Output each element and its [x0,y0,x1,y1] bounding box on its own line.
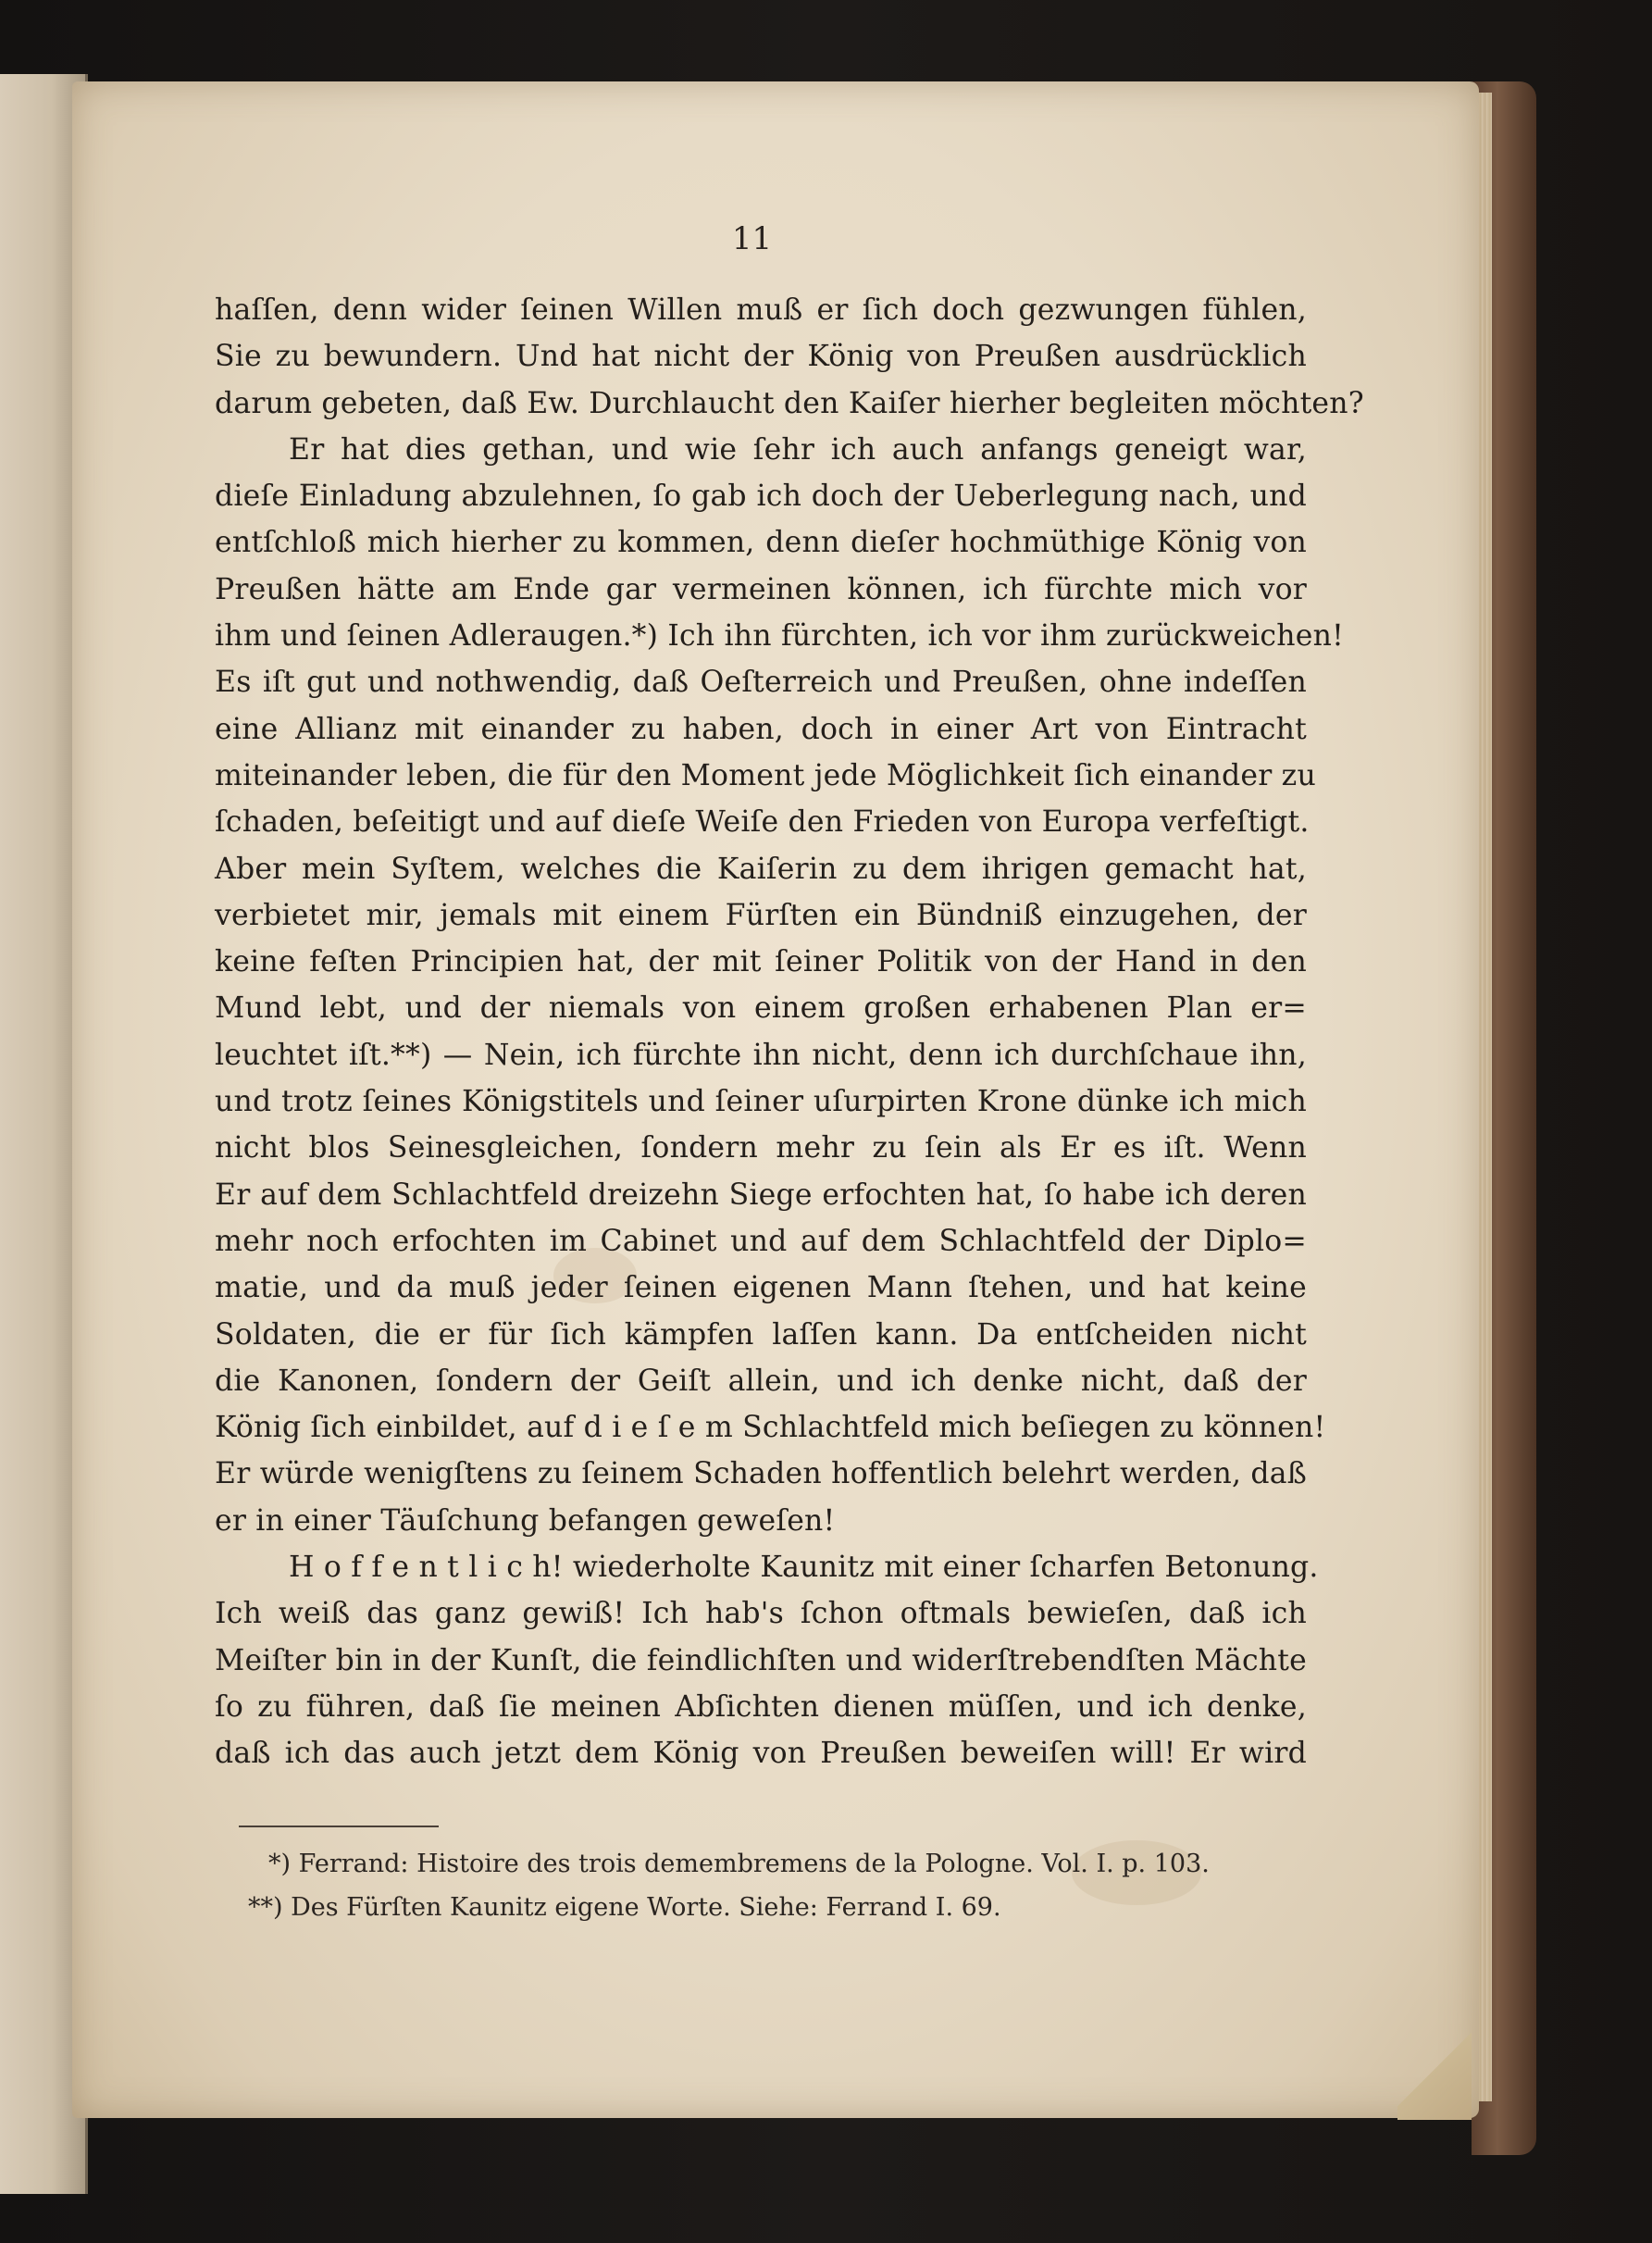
text-line: ſo zu führen, daß ſie meinen Abſichten dienen müſſen, und ich denke, [215,1689,1307,1724]
text-line: leuchtet iſt.**) — Nein, ich fürchte ihn nicht, denn ich durchſchaue ihn, [215,1038,1307,1072]
footnote: **) Des Fürſten Kaunitz eigene Worte. Siehe: Ferrand I. 69. [248,1893,1001,1922]
text-line: ſchaden, beſeitigt und auf dieſe Weiſe den Frieden von Europa verfeſtigt. [215,805,1310,840]
text-line: entſchloß mich hierher zu kommen, denn dieſer hochmüthige König von [215,526,1307,560]
text-line: Meiſter bin in der Kunſt, die feindlichſten und widerſtrebendſten Mächte [215,1643,1307,1677]
text-line: Er hat dies gethan, und wie ſehr ich auch anfangs geneigt war, [289,432,1307,467]
text-line: keine feſten Principien hat, der mit ſeiner Politik von der Hand in den [215,945,1307,979]
text-line: mehr noch erfochten im Cabinet und auf dem Schlachtfeld der Diplo= [215,1224,1307,1258]
footnotes [248,1842,1333,1929]
text-line: dieſe Einladung abzulehnen, ſo gab ich doch der Ueberlegung nach, und [215,480,1307,514]
text-line: er in einer Täuſchung befangen geweſen! [215,1503,836,1538]
body-text [215,287,1364,1777]
text-line: Sie zu bewundern. Und hat nicht der König von Preußen ausdrücklich [215,340,1307,374]
footnote-rule [239,1826,439,1827]
text-line: miteinander leben, die für den Moment jede Möglichkeit ſich einander zu [215,758,1316,792]
text-line: die Kanonen, ſondern der Geiſt allein, und ich denke nicht, daß der [215,1364,1307,1398]
text-line: verbietet mir, jemals mit einem Fürſten ein Bündniß einzugehen, der [215,898,1307,932]
text-line: Ich weiß das ganz gewiß! Ich hab's ſchon oftmals bewieſen, daß ich [215,1597,1307,1631]
text-line: Er auf dem Schlachtfeld dreizehn Siege erfochten hat, ſo habe ich deren [215,1178,1307,1212]
text-line: matie, und da muß jeder ſeinen eigenen Mann ſtehen, und hat keine [215,1271,1307,1305]
text-line: Soldaten, die er für ſich kämpfen laſſen kann. Da entſcheiden nicht [215,1317,1307,1352]
text-line: Es iſt gut und nothwendig, daß Oeſterreich und Preußen, ohne indeſſen [215,666,1307,700]
text-line: eine Allianz mit einander zu haben, doch in einer Art von Eintracht [215,712,1307,746]
text-line: Aber mein Syſtem, welches die Kaiſerin zu dem ihrigen gemacht hat, [215,852,1307,886]
text-line: König ſich einbildet, auf d i e ſ e m Schlachtfeld mich beſiegen zu können! [215,1411,1326,1445]
text-line: ihm und ſeinen Adleraugen.*) Ich ihn fürchten, ich vor ihm zurückweichen! [215,619,1344,654]
text-line: Preußen hätte am Ende gar vermeinen können, ich fürchte mich vor [215,572,1307,606]
text-line: Er würde wenigſtens zu ſeinem Schaden hoffentlich belehrt werden, daß [215,1457,1307,1491]
footnote: *) Ferrand: Histoire des trois demembremens de la Pologne. Vol. I. p. 103. [268,1850,1210,1878]
text-line: haſſen, denn wider ſeinen Willen muß er ſich doch gezwungen fühlen, [215,293,1307,327]
page-corner-wear [1397,2018,1472,2120]
text-line: darum gebeten, daß Ew. Durchlaucht den Kaiſer hierher begleiten möchten? [215,386,1364,420]
page-number: 11 [731,220,773,257]
text-line: und trotz ſeines Königstitels und ſeiner uſurpirten Krone dünke ich mich [215,1085,1307,1119]
text-line: Mund lebt, und der niemals von einem großen erhabenen Plan er= [215,991,1307,1026]
text-line: H o f f e n t l i c h! wiederholte Kaunitz mit einer ſcharfen Betonung. [289,1551,1319,1585]
text-line: nicht blos Seinesgleichen, ſondern mehr zu ſein als Er es iſt. Wenn [215,1131,1307,1165]
text-line: daß ich das auch jetzt dem König von Preußen beweiſen will! Er wird [215,1737,1307,1771]
